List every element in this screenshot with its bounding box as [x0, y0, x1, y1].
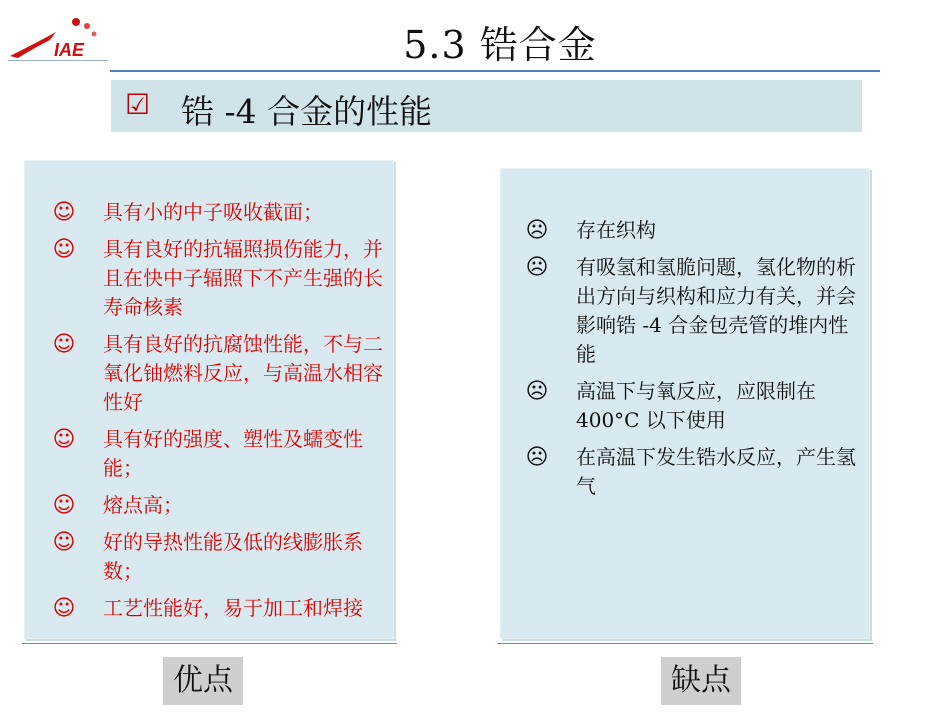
smiley-icon: ☺: [52, 530, 76, 555]
advantage-text: 好的导热性能及低的线膨胀系数；: [103, 530, 363, 583]
list-item: [52, 198, 391, 227]
list-item: [52, 491, 391, 520]
list-item: [52, 425, 391, 483]
list-item: [52, 528, 391, 586]
iae-logo: [8, 12, 108, 62]
frowny-icon: ☹: [525, 445, 549, 470]
list-item: [525, 253, 868, 369]
subtitle-text: 锆 -4 合金的性能: [181, 92, 433, 131]
disadvantages-label: 缺点: [661, 657, 741, 705]
advantages-list: [52, 198, 391, 631]
list-item: [525, 377, 868, 435]
disadvantages-panel: [500, 168, 870, 639]
checkbox-icon: ☑: [125, 88, 151, 121]
smiley-icon: ☺: [52, 332, 76, 357]
frowny-icon: ☹: [525, 218, 549, 243]
advantages-panel: [24, 160, 394, 639]
disadvantages-divider: [497, 643, 873, 644]
list-item: [52, 330, 391, 417]
list-item: [525, 216, 868, 245]
smiley-icon: ☺: [52, 200, 76, 225]
advantages-divider: [22, 643, 397, 644]
disadvantage-text: 高温下与氧反应，应限制在 400°C 以下使用: [576, 379, 816, 432]
advantage-text: 具有好的强度、塑性及蠕变性能；: [103, 427, 363, 480]
smiley-icon: ☺: [52, 493, 76, 518]
list-item: [525, 443, 868, 501]
smiley-icon: ☺: [52, 237, 76, 262]
list-item: [52, 594, 391, 623]
advantage-text: 工艺性能好，易于加工和焊接: [103, 596, 363, 620]
disadvantages-list: [525, 216, 868, 509]
advantage-text: 熔点高；: [103, 493, 183, 517]
logo-text: IAE: [54, 40, 85, 60]
list-item: [52, 235, 391, 322]
smiley-icon: ☺: [52, 596, 76, 621]
advantage-text: 具有良好的抗辐照损伤能力，并且在快中子辐照下不产生强的长寿命核素: [103, 237, 383, 319]
advantage-text: 具有小的中子吸收截面；: [103, 200, 323, 224]
title-divider: [110, 70, 880, 72]
disadvantage-text: 有吸氢和氢脆问题，氢化物的析出方向与织构和应力有关，并会影响锆 -4 合金包壳管的堆内性能: [576, 255, 856, 366]
smiley-icon: ☺: [52, 427, 76, 452]
subtitle-bar: [111, 80, 862, 132]
disadvantage-text: 存在织构: [576, 218, 656, 242]
advantage-text: 具有良好的抗腐蚀性能，不与二氧化铀燃料反应，与高温水相容性好: [103, 332, 383, 414]
logo-underline: [8, 60, 108, 61]
frowny-icon: ☹: [525, 255, 549, 280]
disadvantage-text: 在高温下发生锆水反应，产生氢气: [576, 445, 856, 498]
advantages-label: 优点: [163, 657, 243, 705]
page-title: 5.3 锆合金: [403, 23, 597, 67]
frowny-icon: ☹: [525, 379, 549, 404]
